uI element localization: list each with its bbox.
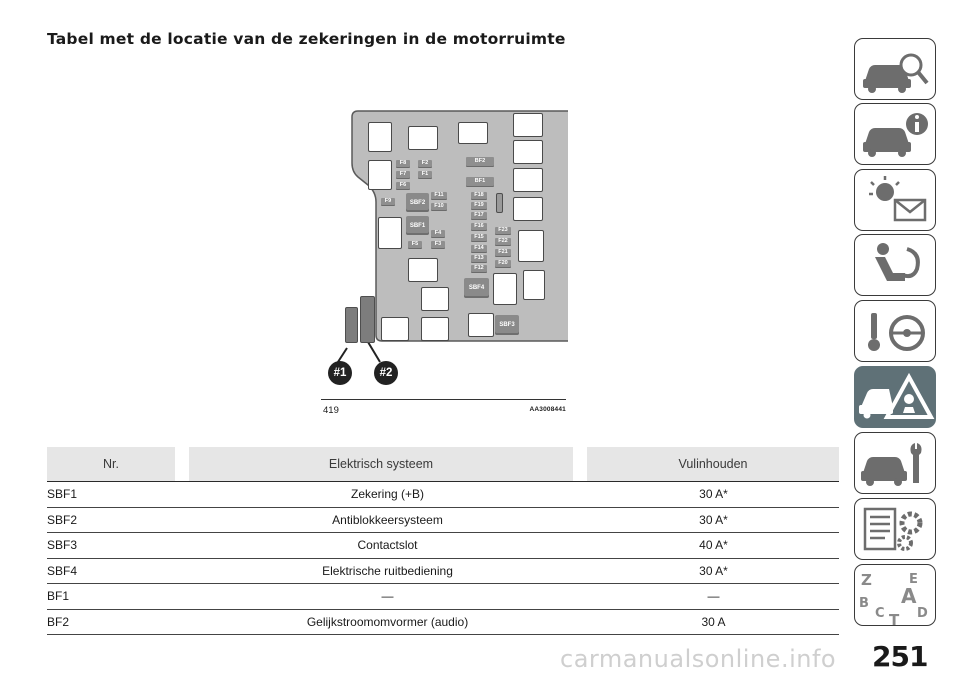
fuse-f7: F7: [396, 171, 410, 178]
relay-2: [360, 296, 375, 343]
fuse-f9: F9: [381, 198, 395, 205]
fuse-f5: F5: [408, 241, 422, 248]
fuse-box-figure: [318, 105, 568, 423]
fuse-f21: F21: [495, 249, 511, 256]
fuse-f16: F16: [471, 223, 487, 230]
table-row: [47, 482, 839, 508]
specs-gear-icon: [855, 499, 936, 560]
figure-rule: [321, 399, 566, 400]
fuse-sbf1: SBF1: [406, 216, 429, 235]
cell-system: Gelijkstroomomvormer (audio): [306, 614, 469, 629]
table-row: [47, 610, 839, 636]
fuse-bf1: BF1: [466, 177, 494, 186]
fuse-table: [47, 447, 839, 635]
table-row: [47, 559, 839, 585]
table-row: [47, 584, 839, 610]
fuse-f20: F20: [495, 260, 511, 267]
cell-system: Elektrische ruitbediening: [322, 563, 453, 578]
tab-technical-data[interactable]: [854, 498, 936, 560]
empty-socket: [493, 273, 517, 305]
cell-nr: SBF2: [47, 512, 78, 527]
fuse-f22: F22: [495, 238, 511, 245]
cell-system: Contactslot: [357, 538, 418, 552]
cell-nr: BF2: [47, 614, 70, 629]
cell-system: Zekering (+B): [350, 487, 425, 501]
tab-emergency[interactable]: [854, 366, 936, 428]
fuse-f3: F3: [431, 241, 445, 248]
empty-socket: [518, 230, 544, 262]
empty-socket: [368, 160, 392, 190]
fuse-f6: F6: [396, 182, 410, 189]
callout-1: #1: [328, 361, 352, 385]
header-nr: Nr.: [47, 447, 175, 481]
car-breakdown-warning-icon: [855, 367, 936, 428]
tab-starting-driving[interactable]: [854, 300, 936, 362]
fuse-f10: F10: [431, 203, 447, 210]
cell-capacity: 30 A: [701, 614, 726, 629]
fuse-f8: F8: [396, 160, 410, 167]
empty-socket: [513, 197, 543, 221]
fuse-f17: F17: [471, 212, 487, 219]
tab-index[interactable]: [854, 564, 936, 626]
fuse-f14: F14: [471, 245, 487, 252]
fuse-f4: F4: [431, 230, 445, 237]
tab-safety[interactable]: [854, 234, 936, 296]
index-letter-z: Z: [861, 571, 872, 589]
empty-socket: [421, 317, 449, 341]
cell-nr: BF1: [47, 589, 70, 603]
index-letter-t: T: [889, 611, 900, 626]
cell-capacity: —: [707, 589, 720, 603]
car-wrench-icon: [855, 433, 936, 494]
fuse-f11: F11: [431, 192, 447, 199]
empty-socket: [458, 122, 488, 144]
car-info-icon: [855, 104, 936, 165]
fuse-f13: F13: [471, 255, 487, 262]
cell-capacity: 30 A*: [699, 512, 728, 527]
empty-socket: [408, 126, 438, 150]
index-letter-d: D: [917, 606, 928, 621]
tab-car-search[interactable]: [854, 38, 936, 100]
fuse-f23: F23: [495, 227, 511, 234]
cell-system: —: [381, 589, 394, 603]
index-letter-e: E: [909, 572, 918, 587]
empty-socket: [513, 168, 543, 192]
index-letters-icon: [855, 565, 936, 626]
empty-socket: [421, 287, 449, 311]
empty-socket: [378, 217, 402, 249]
index-letter-b: B: [859, 596, 869, 611]
index-letter-c: C: [875, 606, 885, 621]
header-capacity: Vulinhouden: [587, 447, 839, 481]
page-title: Tabel met de locatie van de zekeringen in de motorruimte: [47, 30, 566, 48]
fuse-f19: F19: [471, 202, 487, 209]
car-search-icon: [855, 39, 936, 100]
figure-number: 419: [323, 405, 339, 416]
cell-capacity: 40 A*: [699, 538, 728, 552]
cell-nr: SBF3: [47, 538, 78, 552]
relay-1: [345, 307, 358, 343]
cell-nr: SBF1: [47, 487, 78, 501]
table-row: [47, 508, 839, 534]
tab-car-info[interactable]: [854, 103, 936, 165]
empty-socket: [513, 140, 543, 164]
table-row: [47, 533, 839, 559]
spare-fuse-slot: [496, 193, 503, 213]
fuse-sbf3: SBF3: [495, 315, 519, 335]
warning-light-mail-icon: [855, 170, 936, 231]
fuse-f12: F12: [471, 265, 487, 272]
callout-2: #2: [374, 361, 398, 385]
cell-capacity: 30 A*: [699, 487, 728, 501]
fuse-f2: F2: [418, 160, 432, 167]
fuse-sbf2: SBF2: [406, 193, 429, 212]
tab-warning-lights[interactable]: [854, 169, 936, 231]
cell-capacity: 30 A*: [699, 563, 728, 578]
steering-wheel-key-icon: [855, 301, 936, 362]
table-header: [47, 447, 839, 482]
fuse-sbf4: SBF4: [464, 278, 489, 298]
fuse-f18: F18: [471, 192, 487, 199]
seat-airbag-icon: [855, 235, 936, 296]
fuse-f1: F1: [418, 171, 432, 178]
cell-system: Antiblokkeersysteem: [332, 512, 443, 527]
empty-socket: [513, 113, 543, 137]
cell-nr: SBF4: [47, 563, 78, 578]
tab-maintenance[interactable]: [854, 432, 936, 494]
header-system: Elektrisch systeem: [189, 447, 573, 481]
empty-socket: [408, 258, 438, 282]
fuse-bf2: BF2: [466, 157, 494, 166]
fuse-f15: F15: [471, 234, 487, 241]
page-number: 251: [872, 640, 928, 673]
empty-socket: [368, 122, 392, 152]
empty-socket: [523, 270, 545, 300]
index-letter-a: A: [901, 584, 917, 608]
empty-socket: [468, 313, 494, 337]
empty-socket: [381, 317, 409, 341]
figure-code: AA3008441: [529, 406, 566, 413]
watermark: carmanualsonline.info: [560, 645, 837, 673]
